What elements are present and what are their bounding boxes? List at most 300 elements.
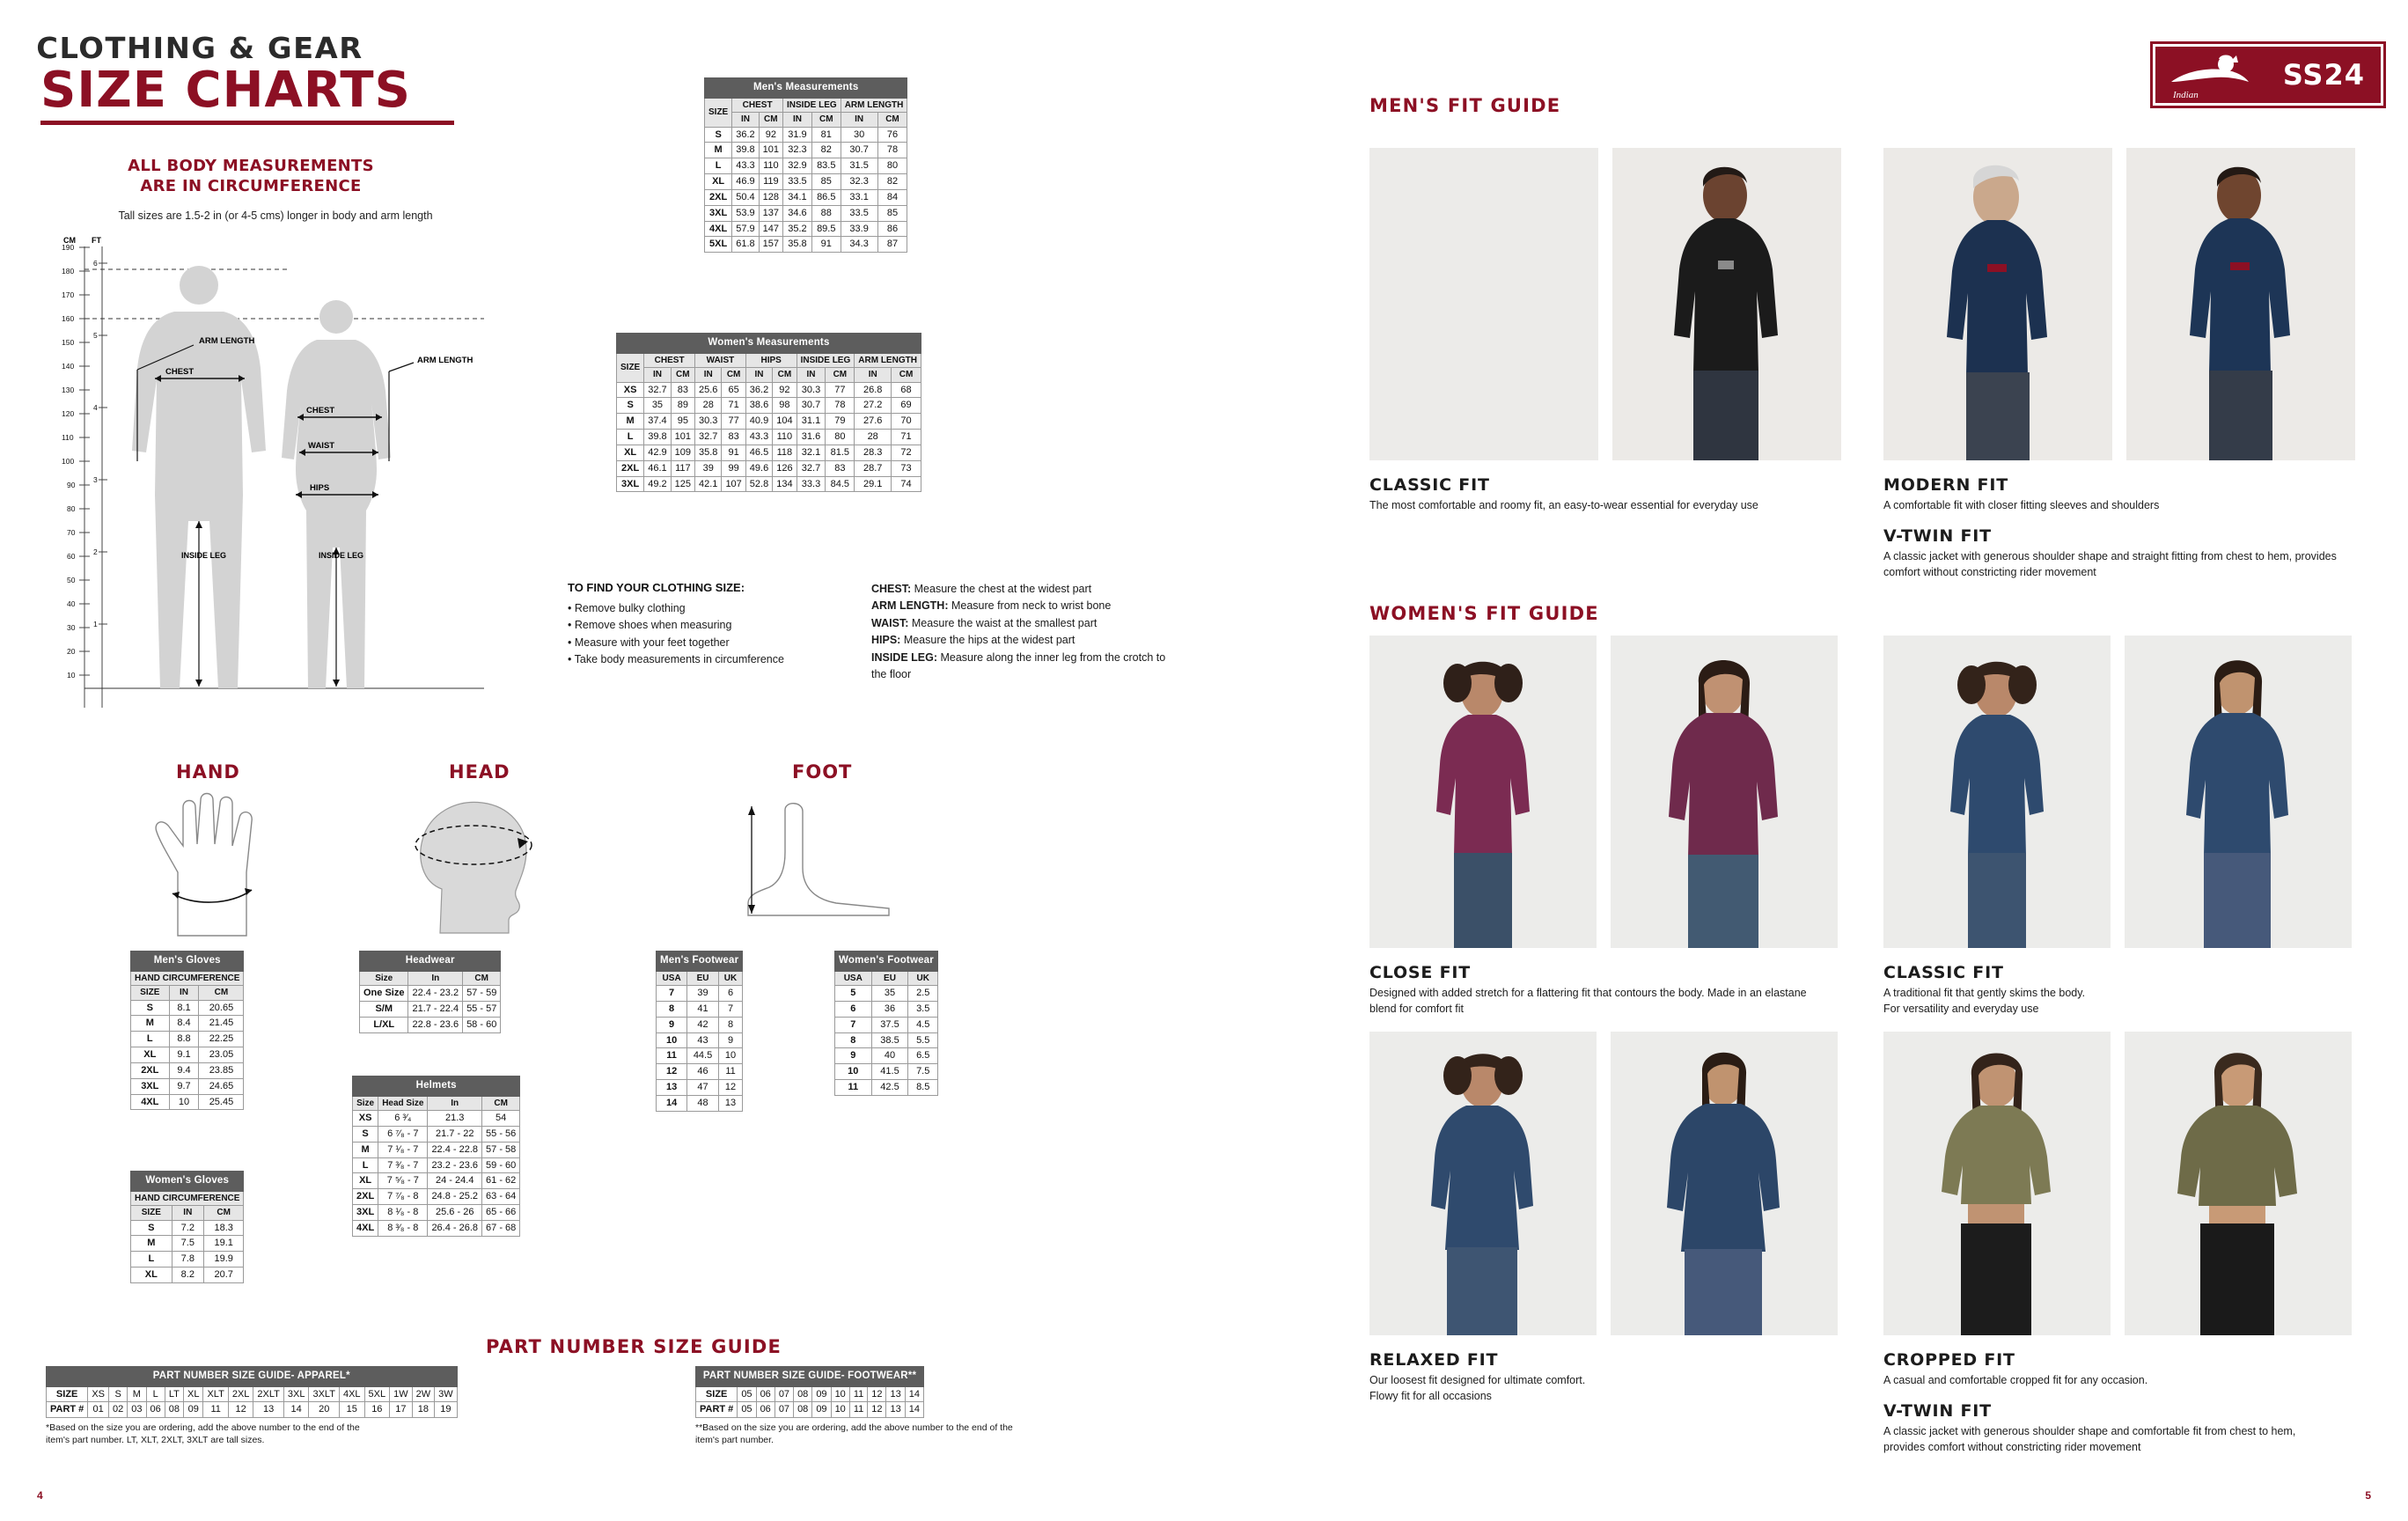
table-cell: S (353, 1126, 378, 1142)
body-measurement-diagram (26, 231, 528, 741)
col-size: Size (360, 971, 408, 986)
table-cell: 28 (695, 398, 722, 414)
table-cell: 65 - 66 (482, 1205, 520, 1221)
table-cell: 32.7 (695, 430, 722, 445)
table-row (353, 1111, 520, 1127)
table-cell: 19 (435, 1402, 458, 1418)
table-cell: 11 (849, 1402, 867, 1418)
unit-cm: CM (826, 368, 855, 383)
table-cell: 83.5 (811, 158, 841, 174)
table-cell: 46.9 (732, 174, 759, 190)
table-cell: 5XL (364, 1386, 390, 1402)
hand-label: HAND (176, 761, 240, 783)
table-cell: 24 - 24.4 (428, 1173, 482, 1189)
table-cell: 86 (877, 221, 907, 237)
table-cell: 55 - 57 (463, 1001, 501, 1017)
table-cell: 2XL (705, 189, 732, 205)
table-cell: XL (353, 1173, 378, 1189)
table-cell: 11 (835, 1080, 872, 1096)
table-cell: 3XL (617, 476, 644, 492)
fit-desc-cropped: A casual and comfortable cropped fit for any occasion. (1883, 1374, 2148, 1386)
helmets-body (353, 1111, 520, 1237)
table-cell: 10 (831, 1402, 849, 1418)
table-cell: 30.7 (797, 398, 826, 414)
svg-text:ARM LENGTH: ARM LENGTH (417, 356, 474, 365)
table-cell: 46.1 (644, 460, 671, 476)
womens-fit-guide-heading: WOMEN'S FIT GUIDE (1369, 603, 1599, 624)
col-uk: UK (908, 971, 938, 986)
hand-diagram (123, 788, 326, 942)
table-cell: 20.65 (199, 1000, 244, 1016)
table-cell: 88 (811, 205, 841, 221)
table-cell: 23.85 (199, 1062, 244, 1078)
col-size: SIZE (705, 98, 732, 127)
table-cell: 84.5 (826, 476, 855, 492)
table-cell: 31.5 (841, 158, 877, 174)
table-row (705, 174, 907, 190)
mens-footwear-table (656, 951, 743, 1112)
table-cell: 92 (773, 382, 797, 398)
table-cell: 34.1 (783, 189, 812, 205)
table-cell: 117 (671, 460, 694, 476)
table-cell: 35 (871, 986, 908, 1002)
table-cell: 8.2 (172, 1268, 203, 1283)
table-cell: 4XL (131, 1094, 170, 1110)
table-row (657, 1032, 743, 1048)
svg-text:2: 2 (93, 547, 98, 556)
table-cell: 06 (756, 1402, 775, 1418)
table-cell: 03 (128, 1402, 146, 1418)
table-cell: 4XL (353, 1220, 378, 1236)
table-cell: 82 (811, 143, 841, 158)
table-cell: 14 (657, 1095, 687, 1111)
foot-label: FOOT (792, 761, 853, 783)
womens-gloves-title: Women's Gloves (131, 1172, 244, 1192)
table-cell: 33.5 (783, 174, 812, 190)
table-cell: 12 (868, 1402, 886, 1418)
table-cell: 25.6 - 26 (428, 1205, 482, 1221)
model-illustration (2126, 148, 2355, 460)
table-cell: 02 (109, 1402, 128, 1418)
table-cell: 6 ³⁄₄ (378, 1111, 428, 1127)
svg-text:INSIDE LEG: INSIDE LEG (181, 551, 227, 560)
pn-footwear-note: **Based on the size you are ordering, add the above number to the end of the item's part number. (695, 1422, 1013, 1446)
table-cell: 37.4 (644, 414, 671, 430)
headwear-table (359, 951, 501, 1033)
mens-fit-guide-heading: MEN'S FIT GUIDE (1369, 95, 1561, 116)
table-cell: 34.6 (783, 205, 812, 221)
table-row (131, 1016, 244, 1032)
fit-title-classic-women: CLASSIC FIT (1883, 963, 2004, 982)
fit-title-classic: CLASSIC FIT (1369, 475, 1490, 495)
col-waist: WAIST (695, 353, 746, 368)
table-row (617, 414, 921, 430)
body-diagram-svg (26, 231, 528, 741)
table-cell: 8.5 (908, 1080, 938, 1096)
table-cell: 43.3 (732, 158, 759, 174)
table-cell: 2XL (131, 1062, 170, 1078)
table-cell: 35.8 (783, 237, 812, 253)
table-cell: 65 (722, 382, 745, 398)
model-illustration (1369, 636, 1597, 948)
table-cell: 08 (794, 1402, 812, 1418)
fit-title-vtwin-women: V-TWIN FIT (1883, 1401, 1992, 1421)
page-title (36, 31, 454, 125)
table-cell: 125 (671, 476, 694, 492)
svg-text:CM: CM (63, 236, 76, 245)
table-cell: 8 (835, 1032, 872, 1048)
table-row (131, 1236, 244, 1252)
table-cell: 2W (412, 1386, 435, 1402)
table-cell: 36.2 (745, 382, 772, 398)
table-cell: 58 - 60 (463, 1017, 501, 1032)
table-row (353, 1173, 520, 1189)
table-cell: One Size (360, 986, 408, 1002)
table-cell: 7.8 (172, 1252, 203, 1268)
table-cell: L (131, 1032, 170, 1047)
table-cell: 9 (835, 1048, 872, 1064)
svg-text:CHEST: CHEST (306, 406, 335, 415)
table-cell: 87 (877, 237, 907, 253)
table-row (657, 1095, 743, 1111)
photo-womens-relaxed-fit-b (1611, 1032, 1838, 1335)
col-size: SIZE (617, 353, 644, 382)
table-cell: 101 (671, 430, 694, 445)
table-cell: 38.5 (871, 1032, 908, 1048)
table-cell: 33.3 (797, 476, 826, 492)
fit-title-cropped: CROPPED FIT (1883, 1350, 2015, 1370)
unit-cm: CM (759, 113, 782, 128)
table-cell: 98 (773, 398, 797, 414)
svg-text:140: 140 (62, 362, 75, 371)
table-cell: 22.4 - 23.2 (408, 986, 463, 1002)
mens-footwear-body (657, 986, 743, 1112)
table-cell: 13 (886, 1402, 905, 1418)
table-cell: XLT (203, 1386, 228, 1402)
svg-text:40: 40 (67, 599, 76, 608)
table-cell: 7.5 (172, 1236, 203, 1252)
col-inside-leg: INSIDE LEG (783, 98, 841, 113)
table-cell: 84 (877, 189, 907, 205)
col-cm: CM (463, 971, 501, 986)
unit-cm: CM (811, 113, 841, 128)
how-to-list (568, 600, 858, 669)
table-cell: 43.3 (745, 430, 772, 445)
table-cell: 22.8 - 23.6 (408, 1017, 463, 1032)
photo-mens-classic-fit-b (1612, 148, 1841, 460)
mens-gloves-table (130, 951, 244, 1110)
model-illustration (1369, 1032, 1597, 1335)
table-cell: 2XL (228, 1386, 253, 1402)
table-cell: 128 (759, 189, 782, 205)
unit-cm: CM (722, 368, 745, 383)
table-cell: 57.9 (732, 221, 759, 237)
page-number-right: 5 (2365, 1489, 2371, 1502)
table-cell: 7 (835, 1017, 872, 1032)
col-size: SIZE (131, 1206, 173, 1221)
table-row (360, 986, 501, 1002)
season-badge (2153, 44, 2383, 106)
table-row (131, 1220, 244, 1236)
table-row (835, 1064, 938, 1080)
mens-measurements-table (704, 77, 907, 253)
col-in: In (408, 971, 463, 986)
measurement-definition: CHEST: Measure the chest at the widest part (871, 583, 1092, 595)
table-cell: 05 (738, 1386, 756, 1402)
table-cell: 13 (253, 1402, 283, 1418)
table-cell: 8 (657, 1001, 687, 1017)
unit-cm: CM (877, 113, 907, 128)
table-cell: 63 - 64 (482, 1189, 520, 1205)
list-item: • Measure with your feet together (568, 636, 730, 649)
table-cell: 71 (892, 430, 921, 445)
col-cm: CM (199, 986, 244, 1001)
table-cell: 7 ¹⁄₈ - 7 (378, 1142, 428, 1157)
table-cell: 42.5 (871, 1080, 908, 1096)
table-cell: 3XL (353, 1205, 378, 1221)
fit-desc-vtwin-men: A classic jacket with generous shoulder shape and straight fitting from chest to hem, provides comfort without constricting rider movement (1883, 550, 2337, 578)
col-usa: USA (835, 971, 872, 986)
table-cell: LT (165, 1386, 183, 1402)
photo-womens-close-fit-a (1369, 636, 1597, 948)
mens-measurements-body (705, 127, 907, 253)
how-to-measure-block (568, 581, 858, 669)
unit-cm: CM (773, 368, 797, 383)
title-line-1: CLOTHING & GEAR (36, 31, 363, 65)
col-chest: CHEST (644, 353, 695, 368)
table-cell: 39 (695, 460, 722, 476)
table-cell: 77 (826, 382, 855, 398)
col-cm: CM (203, 1206, 244, 1221)
table-cell: 86.5 (811, 189, 841, 205)
svg-text:4: 4 (93, 403, 98, 412)
table-cell: 14 (905, 1402, 923, 1418)
fit-title-modern: MODERN FIT (1883, 475, 2008, 495)
unit-in: IN (855, 368, 892, 383)
table-cell: 91 (811, 237, 841, 253)
table-cell: M (705, 143, 732, 158)
title-rule (40, 121, 454, 125)
svg-text:160: 160 (62, 314, 75, 323)
table-row (131, 1000, 244, 1016)
table-cell: 8.1 (169, 1000, 199, 1016)
table-cell: 85 (877, 205, 907, 221)
table-cell: XL (705, 174, 732, 190)
table-row (835, 1032, 938, 1048)
table-cell: 81 (811, 127, 841, 143)
table-cell: 53.9 (732, 205, 759, 221)
table-cell: M (353, 1142, 378, 1157)
table-cell: 23.05 (199, 1047, 244, 1063)
table-cell: 39.8 (644, 430, 671, 445)
svg-text:120: 120 (62, 409, 75, 418)
table-row (131, 1078, 244, 1094)
table-cell: 30.7 (841, 143, 877, 158)
table-row (657, 1001, 743, 1017)
table-row (617, 445, 921, 460)
table-cell: 36.2 (732, 127, 759, 143)
table-cell: 137 (759, 205, 782, 221)
photo-womens-classic-fit-b (2125, 636, 2352, 948)
table-cell: 7.2 (172, 1220, 203, 1236)
table-cell: 26.4 - 26.8 (428, 1220, 482, 1236)
table-row (353, 1189, 520, 1205)
measurement-definitions (871, 581, 1171, 683)
table-cell: SIZE (696, 1386, 738, 1402)
table-cell: 78 (826, 398, 855, 414)
table-row (657, 986, 743, 1002)
table-cell: SIZE (47, 1386, 88, 1402)
table-cell: 40.9 (745, 414, 772, 430)
table-cell: 9.4 (169, 1062, 199, 1078)
table-cell: 49.2 (644, 476, 671, 492)
table-cell: S (131, 1220, 173, 1236)
svg-text:30: 30 (67, 623, 76, 632)
svg-text:80: 80 (67, 504, 76, 513)
photo-womens-relaxed-fit-a (1369, 1032, 1597, 1335)
table-cell: 25.6 (695, 382, 722, 398)
model-illustration (2125, 1032, 2352, 1335)
table-cell: 46 (687, 1064, 719, 1080)
table-row (696, 1402, 924, 1418)
unit-in: IN (783, 113, 812, 128)
table-row (835, 1001, 938, 1017)
table-cell: 110 (759, 158, 782, 174)
table-cell: L (705, 158, 732, 174)
table-cell: 24.8 - 25.2 (428, 1189, 482, 1205)
unit-in: IN (841, 113, 877, 128)
pn-apparel-title: PART NUMBER SIZE GUIDE- APPAREL* (47, 1367, 458, 1387)
photo-womens-cropped-fit-a (1883, 1032, 2111, 1335)
table-cell: XL (131, 1047, 170, 1063)
womens-footwear-body (835, 986, 938, 1096)
table-cell: 95 (671, 414, 694, 430)
table-cell: S (131, 1000, 170, 1016)
table-row (131, 1032, 244, 1047)
table-cell: 33.1 (841, 189, 877, 205)
table-row (353, 1157, 520, 1173)
table-cell: 83 (826, 460, 855, 476)
fit-title-relaxed: RELAXED FIT (1369, 1350, 1499, 1370)
table-cell: 59 - 60 (482, 1157, 520, 1173)
table-cell: 33.5 (841, 205, 877, 221)
head-label: HEAD (449, 761, 510, 783)
table-row (131, 1268, 244, 1283)
table-cell: 3XL (131, 1078, 170, 1094)
table-row (617, 476, 921, 492)
table-row (835, 1048, 938, 1064)
col-hips: HIPS (745, 353, 797, 368)
fit-desc-classic-women-l1: A traditional fit that gently skims the body. (1883, 987, 2086, 999)
table-cell: 31.9 (783, 127, 812, 143)
table-cell: 101 (759, 143, 782, 158)
table-cell: 34.3 (841, 237, 877, 253)
table-cell: 9 (718, 1032, 742, 1048)
table-cell: 9.1 (169, 1047, 199, 1063)
mens-measurements-title: Men's Measurements (705, 78, 907, 99)
table-cell: 09 (812, 1402, 831, 1418)
svg-text:CHEST: CHEST (165, 367, 195, 377)
table-cell: 48 (687, 1095, 719, 1111)
table-cell: 42.9 (644, 445, 671, 460)
table-cell: 12 (868, 1386, 886, 1402)
table-cell: 4.5 (908, 1017, 938, 1032)
svg-text:60: 60 (67, 552, 76, 561)
table-cell: 99 (722, 460, 745, 476)
table-cell: 06 (756, 1386, 775, 1402)
table-cell: 5.5 (908, 1032, 938, 1048)
womens-measurements-title: Women's Measurements (617, 334, 921, 354)
table-cell: 74 (892, 476, 921, 492)
table-cell: 39 (687, 986, 719, 1002)
table-row (353, 1126, 520, 1142)
table-cell: 41.5 (871, 1064, 908, 1080)
table-cell: 4XL (339, 1386, 364, 1402)
table-cell: 05 (738, 1402, 756, 1418)
subheading-line-1: ALL BODY MEASUREMENTS (128, 157, 374, 175)
svg-text:180: 180 (62, 267, 75, 276)
table-cell: 07 (775, 1386, 793, 1402)
model-illustration (1883, 1032, 2111, 1335)
svg-text:130: 130 (62, 386, 75, 394)
table-cell: 01 (88, 1402, 109, 1418)
table-cell: 25.45 (199, 1094, 244, 1110)
col-size: SIZE (131, 986, 170, 1001)
table-cell: 33.9 (841, 221, 877, 237)
table-cell: 73 (892, 460, 921, 476)
photo-mens-modern-fit-b (2126, 148, 2355, 460)
table-row (657, 1048, 743, 1064)
table-cell: 7.5 (908, 1064, 938, 1080)
table-cell: 26.8 (855, 382, 892, 398)
table-cell: 31.6 (797, 430, 826, 445)
table-row (696, 1386, 924, 1402)
table-cell: PART # (696, 1402, 738, 1418)
table-cell: 55 - 56 (482, 1126, 520, 1142)
indian-motorcycle-logo-icon (2168, 52, 2252, 103)
table-cell: 13 (718, 1095, 742, 1111)
table-row (705, 237, 907, 253)
fit-desc-modern: A comfortable fit with closer fitting sleeves and shoulders (1883, 499, 2160, 511)
table-cell: 61 - 62 (482, 1173, 520, 1189)
hand-circumference-header: HAND CIRCUMFERENCE (131, 1191, 244, 1206)
table-cell: 09 (184, 1402, 203, 1418)
table-row (360, 1017, 501, 1032)
subheading (92, 157, 409, 196)
table-cell: L/XL (360, 1017, 408, 1032)
table-cell: 2.5 (908, 986, 938, 1002)
table-cell: 32.7 (797, 460, 826, 476)
table-cell: 72 (892, 445, 921, 460)
foot-diagram (722, 783, 915, 942)
table-cell: S (705, 127, 732, 143)
how-to-title: TO FIND YOUR CLOTHING SIZE: (568, 581, 745, 594)
womens-measurements-body (617, 382, 921, 492)
table-row (705, 221, 907, 237)
table-row (705, 189, 907, 205)
table-cell: 10 (835, 1064, 872, 1080)
table-cell: 109 (671, 445, 694, 460)
table-cell: 12 (228, 1402, 253, 1418)
unit-cm: CM (671, 368, 694, 383)
list-item: • Take body measurements in circumference (568, 653, 784, 666)
model-illustration (1883, 148, 2112, 460)
table-cell: 85 (811, 174, 841, 190)
svg-text:100: 100 (62, 457, 75, 466)
table-cell: 11 (657, 1048, 687, 1064)
svg-text:3: 3 (93, 475, 98, 484)
table-cell: 79 (826, 414, 855, 430)
